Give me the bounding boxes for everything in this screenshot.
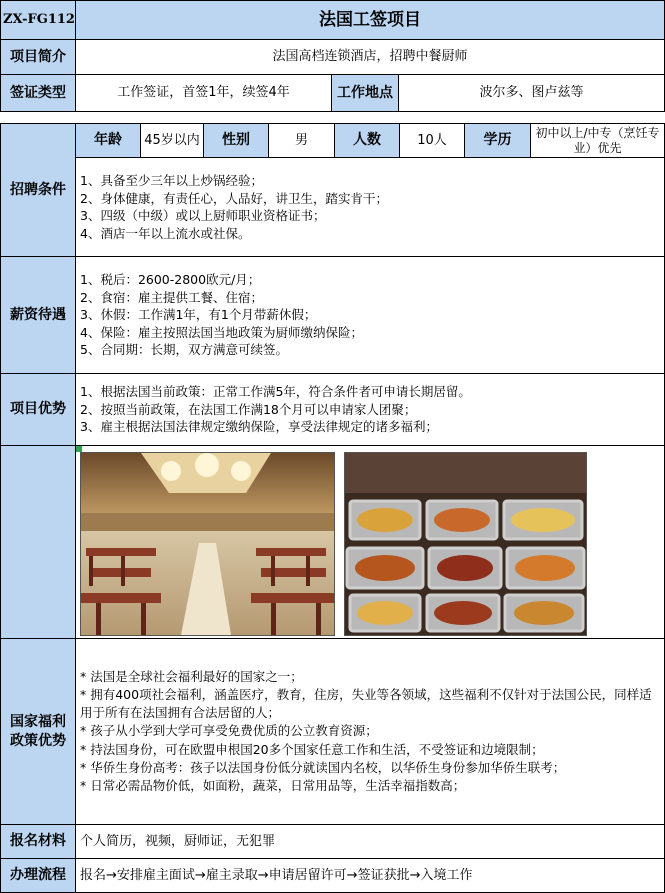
education-value: 初中以上/中专（烹饪专业）优先 bbox=[530, 123, 665, 158]
list-item: 2、身体健康，有责任心，人品好，讲卫生，踏实肯干； bbox=[80, 190, 388, 206]
list-item: 2、食宿：雇主提供工餐、住宿； bbox=[80, 289, 263, 305]
list-item: * 法国是全球社会福利最好的国家之一； bbox=[80, 668, 303, 684]
gender-label: 性别 bbox=[203, 123, 269, 158]
page-title: 法国工签项目 bbox=[75, 0, 665, 40]
work-location-label: 工作地点 bbox=[331, 74, 399, 112]
conditions-list bbox=[75, 157, 665, 257]
age-label: 年龄 bbox=[75, 123, 141, 158]
list-item: * 拥有400项社会福利，涵盖医疗，教育，住房，失业等各领域，这些福利不仅针对于法国公民，同样适用于所有在法国拥有合法居留的人； bbox=[80, 686, 652, 721]
intro-label: 项目简介 bbox=[0, 39, 76, 75]
list-item: 5、合同期：长期，双方满意可续签。 bbox=[80, 342, 288, 358]
list-item: 2、按照当前政策，在法国工作满18个月可以申请家人团聚； bbox=[80, 401, 417, 417]
salary-label: 薪资待遇 bbox=[0, 256, 76, 374]
visa-type-value: 工作签证，首签1年，续签4年 bbox=[75, 74, 332, 112]
welfare-list bbox=[75, 638, 665, 825]
list-item: * 孩子从小学到大学可享受免费优质的公立教育资源； bbox=[80, 723, 378, 739]
list-item: * 华侨生身份高考：孩子以法国身份低分就读国内名校，以华侨生身份参加华侨生联考； bbox=[80, 759, 566, 775]
list-item: * 持法国身份，可在欧盟申根国20多个国家任意工作和生活，不受签证和边境限制； bbox=[80, 741, 544, 757]
photo-row-label-cell bbox=[0, 445, 76, 639]
materials-value: 个人简历，视频，厨师证，无犯罪 bbox=[75, 824, 665, 859]
work-location-value: 波尔多、图卢兹等 bbox=[398, 74, 665, 112]
advantages-label: 项目优势 bbox=[0, 373, 76, 446]
education-label: 学历 bbox=[464, 123, 531, 158]
count-label: 人数 bbox=[334, 123, 400, 158]
gender-value: 男 bbox=[268, 123, 335, 158]
conditions-label: 招聘条件 bbox=[0, 123, 76, 257]
list-item: 4、保险：雇主按照法国当地政策为厨师缴纳保险； bbox=[80, 324, 363, 340]
buffet-food-photo bbox=[344, 452, 587, 636]
process-value: 报名→安排雇主面试→雇主录取→申请居留许可→签证获批→入境工作 bbox=[75, 858, 665, 893]
process-label: 办理流程 bbox=[0, 858, 76, 893]
list-item: 1、具备至少三年以上炒锅经验； bbox=[80, 173, 263, 188]
list-item: * 日常必需品物价低，如面粉，蔬菜，日常用品等，生活幸福指数高； bbox=[80, 778, 466, 793]
project-code: ZX-FG112 bbox=[0, 0, 76, 40]
advantages-list bbox=[75, 373, 665, 446]
count-value: 10人 bbox=[399, 123, 465, 158]
list-item: 1、税后：2600-2800欧元/月； bbox=[80, 272, 261, 288]
materials-label: 报名材料 bbox=[0, 824, 76, 859]
list-item: 3、四级（中级）或以上厨师职业资格证书； bbox=[80, 208, 326, 223]
restaurant-interior-photo bbox=[80, 452, 335, 636]
age-value: 45岁以内 bbox=[140, 123, 204, 158]
intro-value: 法国高档连锁酒店，招聘中餐厨师 bbox=[75, 39, 665, 75]
salary-list bbox=[75, 256, 665, 374]
welfare-label: 国家福利政策优势 bbox=[0, 638, 76, 825]
list-item: 3、雇主根据法国法律规定缴纳保险，享受法律规定的诸多福利； bbox=[80, 419, 438, 435]
list-item: 4、酒店一年以上流水或社保。 bbox=[80, 225, 251, 241]
visa-type-label: 签证类型 bbox=[0, 74, 76, 112]
list-item: 3、休假：工作满1年，有1个月带薪休假； bbox=[80, 307, 317, 323]
list-item: 1、根据法国当前政策：正常工作满5年，符合条件者可申请长期居留。 bbox=[80, 384, 471, 400]
